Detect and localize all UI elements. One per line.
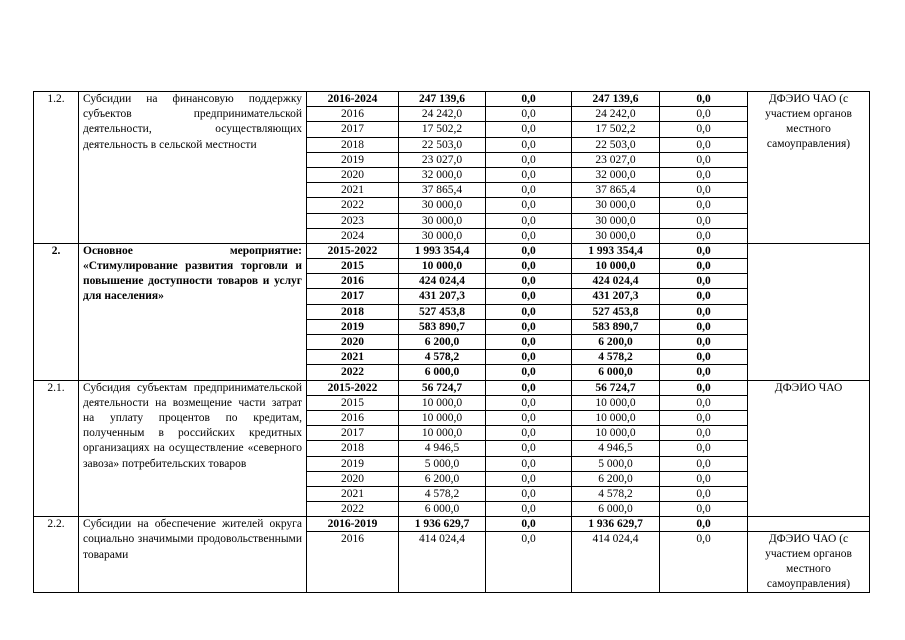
cell-c2: 5 000,0 xyxy=(572,456,660,471)
cell-c3: 0,0 xyxy=(660,289,748,304)
cell-total: 6 000,0 xyxy=(399,365,486,380)
cell-c2: 527 453,8 xyxy=(572,304,660,319)
cell-c3: 0,0 xyxy=(660,365,748,380)
cell-period: 2019 xyxy=(307,456,399,471)
executor-empty xyxy=(748,517,870,532)
cell-c1: 0,0 xyxy=(486,517,572,532)
cell-period: 2022 xyxy=(307,365,399,380)
cell-c3: 0,0 xyxy=(660,213,748,228)
cell-c1: 0,0 xyxy=(486,502,572,517)
cell-total: 30 000,0 xyxy=(399,213,486,228)
cell-c1: 0,0 xyxy=(486,289,572,304)
measure-name: Субсидия субъектам предпринимательской деятельности на возмещение части затрат на уплату процентов по кредитам, полученным в российских кредитных организациях на осуществление «северного завоза» потребительских товаров xyxy=(79,380,307,517)
row-number: 2. xyxy=(34,243,79,380)
table-row xyxy=(34,380,870,395)
row-number: 2.2. xyxy=(34,517,79,593)
cell-total: 56 724,7 xyxy=(399,380,486,395)
cell-c3: 0,0 xyxy=(660,274,748,289)
cell-total: 4 578,2 xyxy=(399,486,486,501)
cell-total: 10 000,0 xyxy=(399,395,486,410)
cell-total: 424 024,4 xyxy=(399,274,486,289)
cell-c2: 22 503,0 xyxy=(572,137,660,152)
cell-total: 37 865,4 xyxy=(399,183,486,198)
cell-total: 10 000,0 xyxy=(399,410,486,425)
cell-c2: 414 024,4 xyxy=(572,532,660,593)
cell-c2: 24 242,0 xyxy=(572,107,660,122)
cell-c1: 0,0 xyxy=(486,486,572,501)
cell-c3: 0,0 xyxy=(660,502,748,517)
cell-c2: 6 200,0 xyxy=(572,471,660,486)
cell-period: 2016 xyxy=(307,274,399,289)
cell-c1: 0,0 xyxy=(486,92,572,107)
cell-period: 2015-2022 xyxy=(307,380,399,395)
table-body xyxy=(34,92,870,593)
cell-c2: 10 000,0 xyxy=(572,410,660,425)
cell-c3: 0,0 xyxy=(660,243,748,258)
cell-period: 2022 xyxy=(307,198,399,213)
cell-c1: 0,0 xyxy=(486,137,572,152)
cell-total: 527 453,8 xyxy=(399,304,486,319)
cell-period: 2017 xyxy=(307,122,399,137)
cell-total: 24 242,0 xyxy=(399,107,486,122)
cell-c2: 4 946,5 xyxy=(572,441,660,456)
cell-c3: 0,0 xyxy=(660,319,748,334)
cell-c3: 0,0 xyxy=(660,137,748,152)
cell-period: 2019 xyxy=(307,319,399,334)
cell-period: 2016 xyxy=(307,532,399,593)
cell-total: 6 200,0 xyxy=(399,335,486,350)
cell-period: 2016 xyxy=(307,410,399,425)
cell-period: 2022 xyxy=(307,502,399,517)
cell-period: 2023 xyxy=(307,213,399,228)
cell-period: 2018 xyxy=(307,304,399,319)
cell-c2: 4 578,2 xyxy=(572,486,660,501)
cell-total: 431 207,3 xyxy=(399,289,486,304)
cell-c2: 583 890,7 xyxy=(572,319,660,334)
cell-c2: 1 936 629,7 xyxy=(572,517,660,532)
cell-c1: 0,0 xyxy=(486,410,572,425)
cell-c1: 0,0 xyxy=(486,471,572,486)
cell-total: 4 946,5 xyxy=(399,441,486,456)
cell-c3: 0,0 xyxy=(660,486,748,501)
row-number: 2.1. xyxy=(34,380,79,517)
cell-total: 17 502,2 xyxy=(399,122,486,137)
cell-c2: 23 027,0 xyxy=(572,152,660,167)
cell-c1: 0,0 xyxy=(486,441,572,456)
cell-c2: 424 024,4 xyxy=(572,274,660,289)
cell-c2: 17 502,2 xyxy=(572,122,660,137)
cell-period: 2020 xyxy=(307,471,399,486)
executor: ДФЭИО ЧАО xyxy=(748,380,870,517)
cell-total: 10 000,0 xyxy=(399,426,486,441)
cell-c3: 0,0 xyxy=(660,471,748,486)
cell-c3: 0,0 xyxy=(660,517,748,532)
cell-total: 30 000,0 xyxy=(399,198,486,213)
cell-period: 2018 xyxy=(307,137,399,152)
cell-period: 2021 xyxy=(307,183,399,198)
cell-c2: 37 865,4 xyxy=(572,183,660,198)
cell-total: 414 024,4 xyxy=(399,532,486,593)
cell-period: 2016 xyxy=(307,107,399,122)
cell-c3: 0,0 xyxy=(660,441,748,456)
cell-total: 1 936 629,7 xyxy=(399,517,486,532)
cell-c3: 0,0 xyxy=(660,350,748,365)
cell-total: 6 000,0 xyxy=(399,502,486,517)
cell-c1: 0,0 xyxy=(486,319,572,334)
cell-period: 2016-2019 xyxy=(307,517,399,532)
row-number: 1.2. xyxy=(34,92,79,244)
cell-period: 2017 xyxy=(307,426,399,441)
cell-c2: 10 000,0 xyxy=(572,259,660,274)
cell-c1: 0,0 xyxy=(486,198,572,213)
cell-c3: 0,0 xyxy=(660,92,748,107)
cell-period: 2020 xyxy=(307,335,399,350)
cell-c3: 0,0 xyxy=(660,410,748,425)
cell-total: 22 503,0 xyxy=(399,137,486,152)
cell-c2: 6 000,0 xyxy=(572,502,660,517)
cell-total: 583 890,7 xyxy=(399,319,486,334)
cell-c1: 0,0 xyxy=(486,380,572,395)
cell-c1: 0,0 xyxy=(486,456,572,471)
cell-c1: 0,0 xyxy=(486,274,572,289)
cell-c2: 431 207,3 xyxy=(572,289,660,304)
cell-c1: 0,0 xyxy=(486,335,572,350)
cell-total: 6 200,0 xyxy=(399,471,486,486)
cell-c3: 0,0 xyxy=(660,304,748,319)
cell-c3: 0,0 xyxy=(660,107,748,122)
cell-total: 5 000,0 xyxy=(399,456,486,471)
cell-c2: 30 000,0 xyxy=(572,213,660,228)
cell-c3: 0,0 xyxy=(660,395,748,410)
cell-total: 4 578,2 xyxy=(399,350,486,365)
table-row xyxy=(34,92,870,107)
cell-c3: 0,0 xyxy=(660,532,748,593)
cell-c3: 0,0 xyxy=(660,183,748,198)
cell-total: 30 000,0 xyxy=(399,228,486,243)
cell-c1: 0,0 xyxy=(486,183,572,198)
cell-total: 32 000,0 xyxy=(399,167,486,182)
cell-c3: 0,0 xyxy=(660,152,748,167)
cell-c1: 0,0 xyxy=(486,228,572,243)
cell-period: 2021 xyxy=(307,350,399,365)
executor: ДФЭИО ЧАО (с участием органов местного самоуправления) xyxy=(748,532,870,593)
cell-c1: 0,0 xyxy=(486,395,572,410)
cell-c2: 30 000,0 xyxy=(572,228,660,243)
cell-period: 2020 xyxy=(307,167,399,182)
cell-period: 2017 xyxy=(307,289,399,304)
cell-period: 2018 xyxy=(307,441,399,456)
cell-total: 1 993 354,4 xyxy=(399,243,486,258)
table-row xyxy=(34,243,870,258)
cell-period: 2019 xyxy=(307,152,399,167)
cell-period: 2015 xyxy=(307,259,399,274)
cell-total: 10 000,0 xyxy=(399,259,486,274)
cell-c2: 32 000,0 xyxy=(572,167,660,182)
cell-period: 2016-2024 xyxy=(307,92,399,107)
cell-c3: 0,0 xyxy=(660,335,748,350)
cell-c2: 4 578,2 xyxy=(572,350,660,365)
cell-c1: 0,0 xyxy=(486,243,572,258)
cell-c1: 0,0 xyxy=(486,213,572,228)
cell-c3: 0,0 xyxy=(660,456,748,471)
measure-name: Субсидии на финансовую поддержку субъектов предпринимательской деятельности, осуществляющих деятельность в сельской местности xyxy=(79,92,307,244)
cell-c2: 6 200,0 xyxy=(572,335,660,350)
cell-c3: 0,0 xyxy=(660,167,748,182)
executor xyxy=(748,243,870,380)
cell-c2: 6 000,0 xyxy=(572,365,660,380)
table-row xyxy=(34,517,870,532)
cell-c1: 0,0 xyxy=(486,152,572,167)
cell-c2: 10 000,0 xyxy=(572,395,660,410)
cell-c2: 247 139,6 xyxy=(572,92,660,107)
cell-period: 2021 xyxy=(307,486,399,501)
cell-total: 247 139,6 xyxy=(399,92,486,107)
cell-c1: 0,0 xyxy=(486,350,572,365)
cell-c1: 0,0 xyxy=(486,122,572,137)
cell-c2: 1 993 354,4 xyxy=(572,243,660,258)
cell-c3: 0,0 xyxy=(660,426,748,441)
measure-name: Основное мероприятие: «Стимулирование развития торговли и повышение доступности товаров и услуг для населения» xyxy=(79,243,307,380)
measure-name: Субсидии на обеспечение жителей округа социально значимыми продовольственными товарами xyxy=(79,517,307,593)
cell-c2: 56 724,7 xyxy=(572,380,660,395)
cell-c1: 0,0 xyxy=(486,532,572,593)
cell-c1: 0,0 xyxy=(486,259,572,274)
cell-c3: 0,0 xyxy=(660,380,748,395)
cell-c1: 0,0 xyxy=(486,167,572,182)
cell-period: 2024 xyxy=(307,228,399,243)
cell-c1: 0,0 xyxy=(486,107,572,122)
cell-c1: 0,0 xyxy=(486,365,572,380)
cell-c2: 10 000,0 xyxy=(572,426,660,441)
executor: ДФЭИО ЧАО (с участием органов местного самоуправления) xyxy=(748,92,870,244)
cell-c3: 0,0 xyxy=(660,198,748,213)
cell-total: 23 027,0 xyxy=(399,152,486,167)
cell-c3: 0,0 xyxy=(660,259,748,274)
cell-c2: 30 000,0 xyxy=(572,198,660,213)
cell-period: 2015 xyxy=(307,395,399,410)
budget-table xyxy=(33,91,870,593)
cell-c1: 0,0 xyxy=(486,304,572,319)
cell-c3: 0,0 xyxy=(660,228,748,243)
cell-c1: 0,0 xyxy=(486,426,572,441)
cell-c3: 0,0 xyxy=(660,122,748,137)
cell-period: 2015-2022 xyxy=(307,243,399,258)
